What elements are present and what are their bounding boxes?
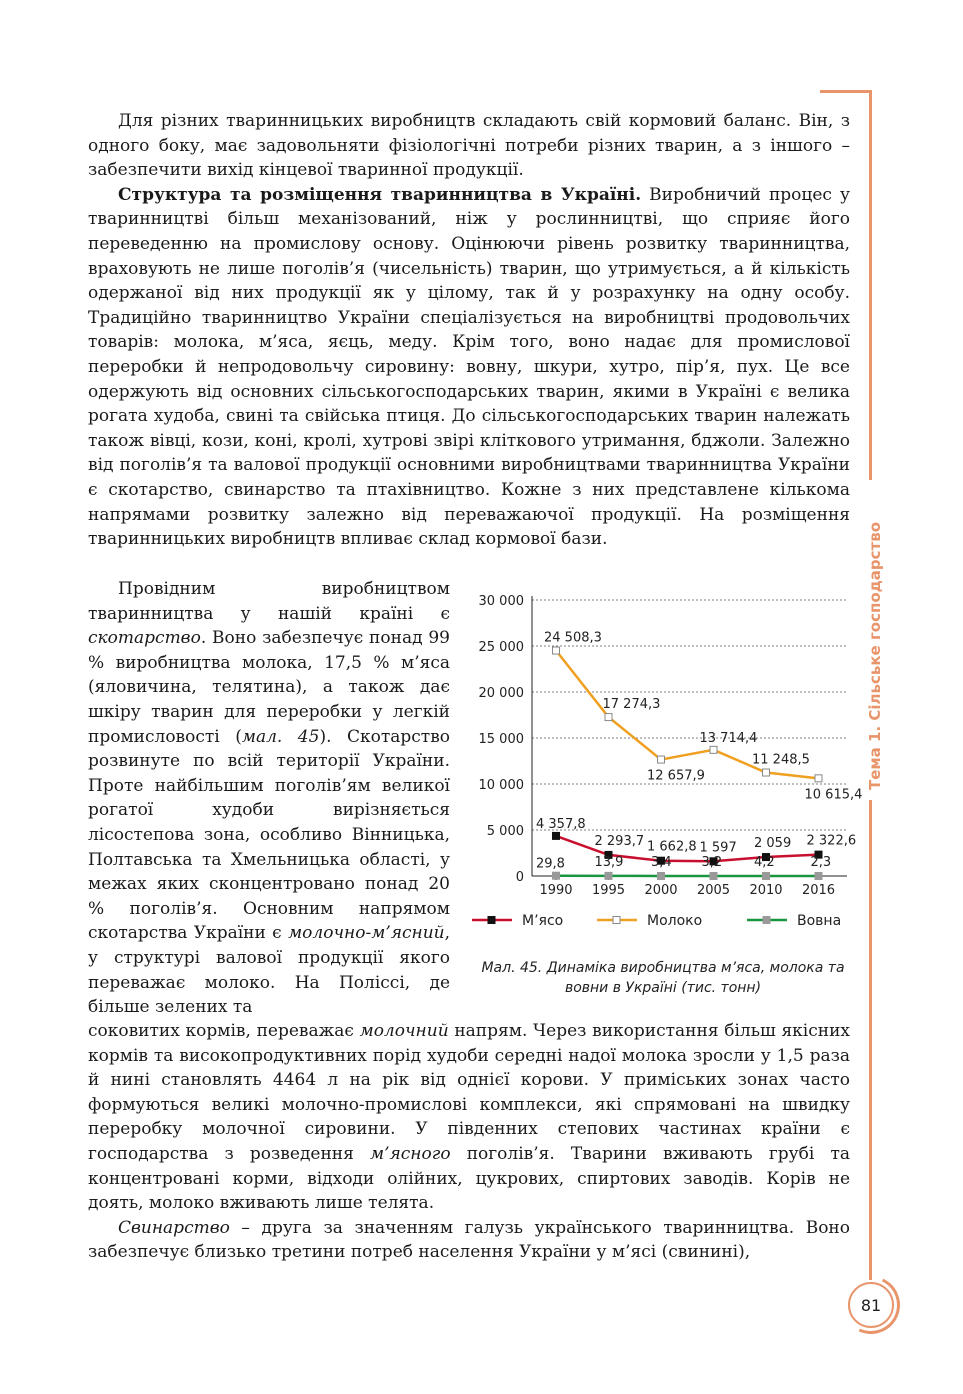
figure-caption: Мал. 45. Динаміка виробництва м’яса, молока та вовни в Україні (тис. тонн) xyxy=(481,960,845,996)
p4-a: соковитих кормів, переважає xyxy=(88,1021,360,1041)
side-title: Тема 1. Сільське господарство xyxy=(866,521,884,790)
wool-data-label: 4,2 xyxy=(754,854,775,870)
x-tick-label: 2016 xyxy=(801,883,836,898)
wool-data-label: 13,9 xyxy=(594,854,624,870)
milk-point xyxy=(815,775,822,782)
milk-data-label: 10 615,4 xyxy=(804,787,862,803)
p3-b: скотарство xyxy=(88,628,201,649)
paragraph-5 xyxy=(88,1216,850,1265)
wool-point xyxy=(553,872,560,879)
wool-data-label: 3,2 xyxy=(701,854,723,870)
x-tick-label: 2010 xyxy=(749,883,783,898)
legend-marker-wool xyxy=(763,917,770,924)
meat-data-label: 1 662,8 xyxy=(647,839,697,855)
meat-point xyxy=(553,832,560,839)
production-chart xyxy=(462,586,862,946)
p5-b: – друга за значенням галузь українського тваринництва. Воно забезпечує близько третини потреб населення України у м’ясі (свинині), xyxy=(88,1217,850,1263)
x-tick-label: 1995 xyxy=(591,883,626,898)
milk-data-label: 24 508,3 xyxy=(544,630,602,646)
x-tick-label: 1990 xyxy=(539,883,573,898)
p4-d: м’ясного xyxy=(370,1143,451,1164)
milk-data-label: 13 714,4 xyxy=(699,730,758,746)
p3-e: ). Скотарство розвинуте по всій території України. Проте найбільшим поголів’ям великої рогатої худоби вирізняється лісостепова зона, особливо Вінницька, Полтавська та Хмельницька області, у межах яких сконцентровано понад 20 % поголів’я. Основним напрямом скотарства України є xyxy=(88,726,451,944)
y-tick-label: 20 000 xyxy=(478,686,524,701)
meat-data-label: 2 293,7 xyxy=(594,833,645,849)
y-tick-label: 15 000 xyxy=(478,732,524,747)
meat-data-label: 4 357,8 xyxy=(536,816,586,832)
text-top xyxy=(88,109,850,552)
milk-point xyxy=(763,769,770,776)
y-tick-label: 10 000 xyxy=(478,778,524,793)
wool-point xyxy=(815,872,822,879)
section-heading: Структура та розміщення тваринництва в Україні. xyxy=(118,184,642,205)
x-tick-label: 2000 xyxy=(644,883,678,898)
paragraph-2 xyxy=(88,183,850,552)
p4-c: напрям. Через використання більш якісних кормів та високопродуктивних порід худоби середні надої молока зросли у 1,5 раза й нині становлять 4464 л на рік від однієї корови. У приміських зонах часто формуються великі молочно-промислові комплекси, які спрямовані на швидку переробку молочної сировини. У південних степових частинах країни є господарства з розведення xyxy=(88,1021,850,1164)
wool-data-label: 29,8 xyxy=(536,856,565,872)
milk-data-label: 12 657,9 xyxy=(647,768,705,784)
p5-a: Свинарство xyxy=(118,1217,230,1238)
meat-data-label: 2 059 xyxy=(754,836,792,852)
wool-point xyxy=(658,872,665,879)
p4-e: поголів’я. Тварини вживають грубі та концентровані корми, відходи олійних, цукрових, спиртових заводів. Корів не доять, молоко вживають лише телята. xyxy=(88,1143,850,1214)
milk-data-label: 17 274,3 xyxy=(602,697,661,713)
milk-point xyxy=(553,647,560,654)
milk-point xyxy=(710,746,717,753)
milk-point xyxy=(605,714,612,721)
y-tick-label: 30 000 xyxy=(478,594,524,609)
text-bottom xyxy=(88,1019,850,1265)
y-tick-label: 25 000 xyxy=(478,640,524,655)
figure-reference: мал. 45 xyxy=(241,726,320,747)
wool-point xyxy=(605,872,612,879)
paragraph-1: Для різних тваринницьких виробництв складають свій кормовий баланс. Він, з одного боку, має задовольняти фізіологічні потреби різних тварин, а з іншого – забезпечити вихід кінцевої тваринної продукції. xyxy=(88,111,850,181)
accent-line-vertical xyxy=(869,90,872,480)
wool-point xyxy=(710,872,717,879)
legend-marker-milk xyxy=(613,917,620,924)
y-tick-label: 5 000 xyxy=(486,824,524,839)
wool-data-label: 3,4 xyxy=(651,854,672,870)
paragraph-4 xyxy=(88,1019,850,1216)
p3-a: Провідним виробництвом тваринництва у нашій країні є xyxy=(88,579,450,624)
milk-data-label: 11 248,5 xyxy=(752,752,810,768)
p4-b: молочний xyxy=(359,1021,449,1041)
p3-f: молочно-м’ясний xyxy=(288,923,445,944)
wool-data-label: 2,3 xyxy=(810,854,832,870)
paragraph-3 xyxy=(88,577,450,1020)
wool-point xyxy=(763,872,770,879)
text-left-column xyxy=(88,577,450,1020)
p3-c: . Воно забезпечує понад 99 % виробництва молока, 17,5 % м’яса (яловичина, телятина), а також дає шкіру тварин для переробки у легкій промисловості ( xyxy=(88,628,450,747)
page-number: 81 xyxy=(848,1282,894,1328)
legend-marker-meat xyxy=(488,917,495,924)
legend-label-wool: Вовна xyxy=(797,913,842,929)
meat-data-label: 2 322,6 xyxy=(806,833,857,849)
p3-g: , у структурі валової продукції якого переважає молоко. На Поліссі, де більше зелених та xyxy=(88,923,450,1018)
y-tick-label: 0 xyxy=(515,870,524,885)
milk-point xyxy=(658,756,665,763)
legend-label-milk: Молоко xyxy=(647,913,703,929)
legend-label-meat: М’ясо xyxy=(522,913,564,929)
accent-line-top xyxy=(820,90,872,93)
meat-data-label: 1 597 xyxy=(699,840,737,856)
x-tick-label: 2005 xyxy=(696,883,731,898)
paragraph-2-body: Виробничий процес у тваринництві більш механізований, ніж у рослинництві, що сприяє його переведенню на промислову основу. Оцінюючи рівень розвитку тваринництва, враховують не лише поголів’я (чисельність) тварин, що утримується, а й кількість одержаної від них продукції як у цілому, так й у розрахунку на одну особу. Традиційно тваринництво України спеціалізується на виробництві продовольчих товарів: молока, м’яса, яєць, меду. Крім того, воно надає для промислової переробки й непродовольчу сировину: вовну, шкури, хутро, пір’я, пух. Це все одержують від основних сільськогосподарських тварин, якими в Україні є велика рогата худоба, свині та свійська птиця. До сільськогосподарських тварин належать також вівці, кози, коні, кролі, хутрові звірі кліткового утримання, бджоли. Залежно від поголів’я та валової продукції основними виробництвами тваринництва України є скотарство, свинарство та птахівництво. Кожне з них представлене кількома напрямами розвитку залежно від переважаючої продукції. На розміщення тваринницьких виробництв впливає склад кормової бази. xyxy=(88,184,850,550)
accent-line-vertical-lower xyxy=(869,800,872,1280)
